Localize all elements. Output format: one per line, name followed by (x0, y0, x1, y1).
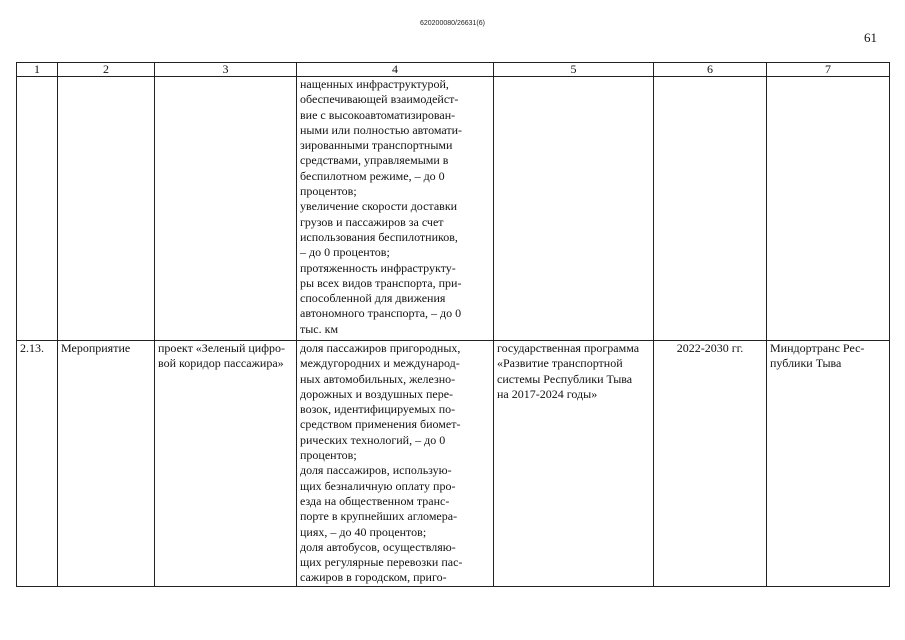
cell-text-line: рических технологий, – до 0 (300, 432, 446, 447)
cell-text-line: езда на общественном транс- (300, 493, 450, 508)
cell-type: Мероприятие (58, 341, 155, 587)
cell-text-line: использования беспилотников, (300, 229, 458, 244)
cell-text-line: возок, идентифицируемых по- (300, 402, 456, 417)
column-header: 4 (297, 63, 494, 77)
cell-text-line: сажиров в городском, приго- (300, 570, 447, 585)
cell-number: 2.13. (17, 341, 58, 587)
cell-text-line: процентов; (300, 448, 357, 463)
cell-text-line: ными или полностью автомати- (300, 122, 463, 137)
cell-program (494, 77, 654, 341)
cell-text-line: тыс. км (300, 321, 339, 336)
column-header: 1 (17, 63, 58, 77)
cell-number (17, 77, 58, 341)
measures-table (16, 62, 890, 587)
cell-text-line: Миндортранс Рес- (770, 341, 865, 355)
cell-text-line: способленной для движения (300, 291, 446, 306)
cell-text-line: нащенных инфраструктурой, (300, 77, 449, 91)
cell-responsible (767, 77, 890, 341)
cell-text-line: обеспечивающей взаимодейст- (300, 92, 459, 107)
table-row (17, 341, 890, 587)
cell-name (155, 77, 297, 341)
cell-text-line: ры всех видов транспорта, при- (300, 275, 462, 290)
cell-text-line: вой коридор пассажира» (158, 356, 284, 371)
table-row (17, 77, 890, 341)
column-header: 5 (494, 63, 654, 77)
cell-text-line: средствами, управляемыми в (300, 153, 449, 168)
cell-text-line: «Развитие транспортной (497, 356, 623, 371)
cell-text-line: протяженность инфраструкту- (300, 260, 456, 275)
cell-text-line: на 2017-2024 годы» (497, 386, 598, 401)
cell-text-line: – до 0 процентов; (300, 245, 390, 260)
cell-text-line: вие с высокоавтоматизирован- (300, 107, 456, 122)
column-header: 2 (58, 63, 155, 77)
cell-text-line: грузов и пассажиров за счет (300, 214, 444, 229)
column-header: 7 (767, 63, 890, 77)
cell-name (155, 341, 297, 587)
cell-text-line: публики Тыва (770, 356, 842, 371)
cell-indicators (297, 341, 494, 587)
cell-text-line: дорожных и воздушных пере- (300, 386, 454, 401)
cell-text-line: средством применения биомет- (300, 417, 461, 432)
cell-text-line: щих регулярные перевозки пас- (300, 555, 463, 570)
cell-text-line: увеличение скорости доставки (300, 199, 458, 214)
cell-responsible (767, 341, 890, 587)
cell-text-line: процентов; (300, 184, 357, 199)
cell-period: 2022-2030 гг. (654, 341, 767, 587)
cell-text-line: системы Республики Тыва (497, 371, 633, 386)
cell-type (58, 77, 155, 341)
column-number-row (17, 63, 890, 77)
cell-text-line: доля пассажиров, использую- (300, 463, 452, 478)
cell-text-line: ных автомобильных, железно- (300, 371, 456, 386)
cell-text-line: порте в крупнейших агломера- (300, 509, 458, 524)
cell-program (494, 341, 654, 587)
cell-text-line: доля автобусов, осуществляю- (300, 539, 456, 554)
cell-text-line: автономного транспорта, – до 0 (300, 306, 462, 321)
cell-text-line: циях, – до 40 процентов; (300, 524, 427, 539)
cell-text-line: зированными транспортными (300, 138, 453, 153)
column-header: 6 (654, 63, 767, 77)
cell-text-line: проект «Зеленый цифро- (158, 341, 285, 355)
cell-text-line: доля пассажиров пригородных, (300, 341, 461, 355)
column-header: 3 (155, 63, 297, 77)
cell-text-line: щих безналичную оплату про- (300, 478, 456, 493)
cell-text-line: беспилотном режиме, – до 0 (300, 168, 445, 183)
cell-text-line: междугородних и международ- (300, 356, 460, 371)
cell-text-line: государственная программа (497, 341, 640, 355)
cell-indicators (297, 77, 494, 341)
document-id: 620200080/26631(6) (419, 20, 485, 27)
page-number: 61 (864, 30, 877, 45)
cell-period (654, 77, 767, 341)
